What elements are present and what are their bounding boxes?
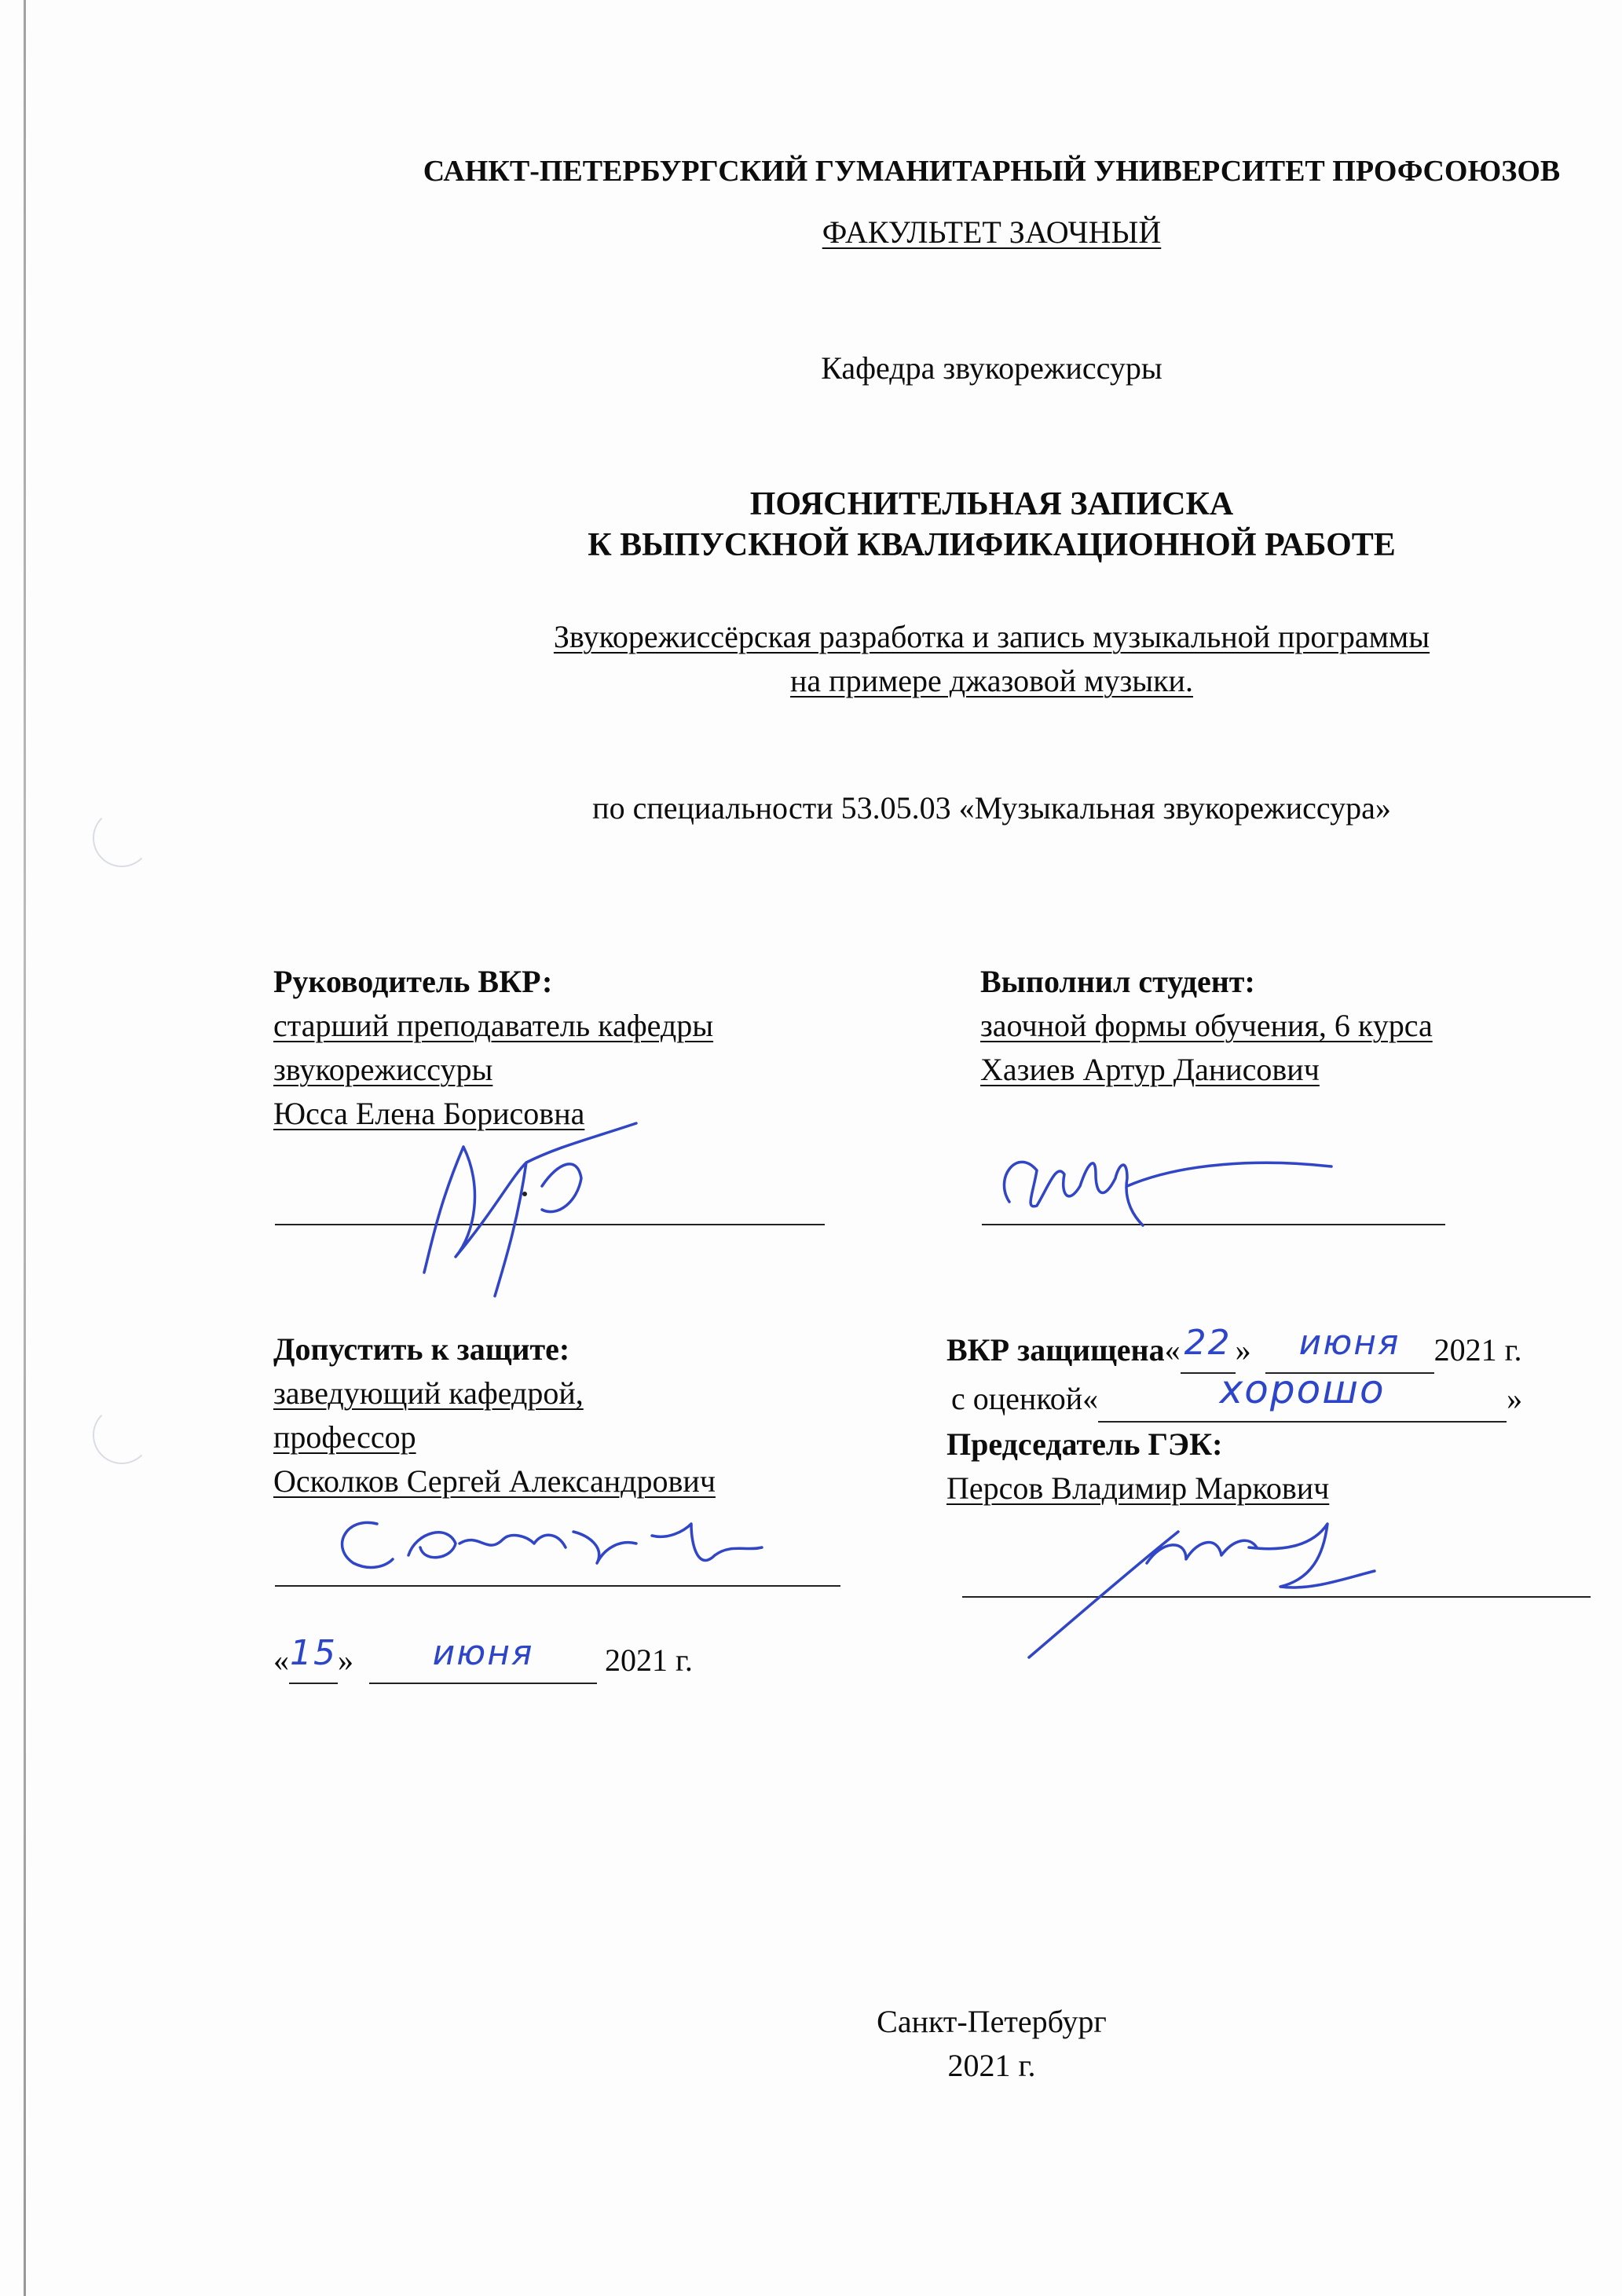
defense-date-month: июня [1298,1323,1400,1363]
supervisor-position-1: старший преподаватель кафедры [273,1008,714,1043]
document-title-line-1: ПОЯСНИТЕЛЬНАЯ ЗАПИСКА [749,486,1234,522]
defense-date-close-quote: » [1235,1332,1251,1368]
supervisor-block [273,960,713,1136]
admission-name: Осколков Сергей Александрович [273,1463,716,1499]
defense-block [946,1323,1523,1511]
supervisor-heading: Руководитель ВКР: [273,964,553,999]
student-details: заочной формы обучения, 6 курса [980,1008,1433,1043]
admission-block [273,1327,716,1503]
defense-grade-blank [1098,1367,1507,1423]
admission-date-year: 2021 г. [605,1642,693,1678]
topic-line-1-wrap [0,618,1622,655]
footer-year: 2021 г. [947,2048,1036,2083]
defense-grade-label: с оценкой [951,1381,1083,1416]
admission-signature-icon [322,1500,793,1587]
admission-date-month: июня [432,1633,534,1673]
university-name: САНКТ-ПЕТЕРБУРГСКИЙ ГУМАНИТАРНЫЙ УНИВЕРСИТЕТ ПРОФСОЮЗОВ [423,155,1561,188]
faculty-wrap [0,214,1622,251]
admission-date-month-blank [369,1633,597,1684]
student-block [980,960,1433,1092]
defense-chair-signature-icon [1013,1492,1500,1665]
defense-grade-value: хорошо [1219,1367,1386,1412]
punch-hole-bottom [93,1406,151,1464]
admission-position-2: профессор [273,1419,416,1455]
defense-date-open-quote: « [1164,1332,1181,1368]
document-title-line-2: К ВЫПУСКНОЙ КВАЛИФИКАЦИОННОЙ РАБОТЕ [588,527,1396,563]
admission-position-1: заведующий кафедрой, [273,1375,584,1411]
admission-date-close-quote: » [338,1642,353,1678]
admission-date-open-quote: « [273,1642,289,1678]
defense-grade-open-quote: « [1082,1381,1099,1416]
department-name: Кафедра звукорежиссуры [821,350,1162,386]
specialty: по специальности 53.05.03 «Музыкальная звукорежиссура» [592,790,1391,826]
topic-line-2-wrap [0,662,1622,699]
defense-chair-name: Персов Владимир Маркович [946,1470,1330,1506]
footer-city: Санкт-Петербург [877,2004,1107,2039]
student-signature-icon [978,1131,1339,1233]
admission-date [273,1633,693,1684]
student-name: Хазиев Артур Данисович [980,1052,1320,1087]
admission-date-day-blank [289,1633,338,1684]
defense-chair-heading: Председатель ГЭК: [946,1426,1223,1462]
defense-date-day: 22 [1184,1323,1232,1363]
faculty-name: ФАКУЛЬТЕТ ЗАОЧНЫЙ [822,214,1162,250]
admission-heading: Допустить к защите: [273,1331,570,1367]
defense-grade-close-quote: » [1507,1381,1523,1416]
defense-date-year: 2021 г. [1433,1332,1522,1368]
student-heading: Выполнил студент: [980,964,1255,999]
topic-line-1: Звукорежиссёрская разработка и запись музыкальной программы [553,619,1430,654]
supervisor-signature-icon [408,1115,660,1304]
binding-edge [24,0,26,2296]
admission-date-day: 15 [290,1633,337,1673]
defense-heading: ВКР защищена [946,1332,1165,1368]
supervisor-position-2: звукорежиссуры [273,1052,493,1087]
topic-line-2: на примере джазовой музыки. [790,663,1193,698]
supervisor-name: Юсса Елена Борисовна [273,1096,585,1131]
